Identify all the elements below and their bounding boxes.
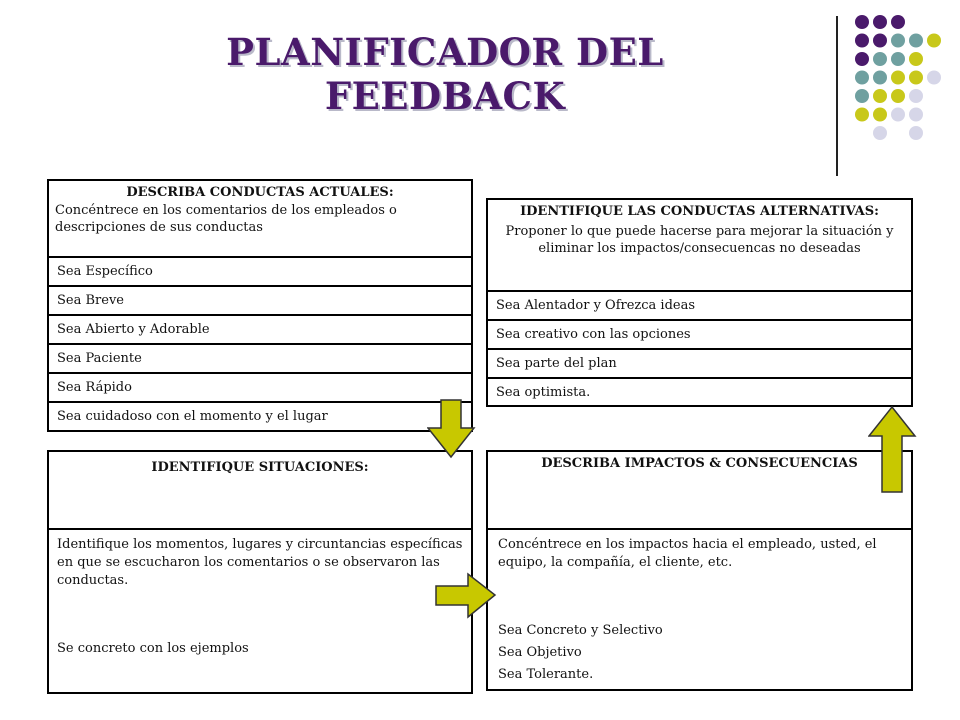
decorative-dot [873, 108, 887, 122]
box-body [488, 528, 911, 689]
decorative-dot [891, 108, 905, 122]
list-item: Sea Paciente [49, 343, 471, 372]
list-item: Sea Abierto y Adorable [49, 314, 471, 343]
list-item: Sea cuidadoso con el momento y el lugar [49, 401, 471, 430]
decorative-dot [873, 34, 887, 48]
decorative-dot [891, 89, 905, 103]
list-item: Sea optimista. [488, 377, 911, 405]
box-conductas-actuales [47, 179, 473, 432]
box-body-text: Identifique los momentos, lugares y circuntancias específicas en que se escucharon los comentarios o se observaron las conductas. [57, 537, 463, 588]
arrow-down-icon [427, 398, 477, 460]
decorative-dot [855, 15, 869, 29]
list-item: Sea Rápido [49, 372, 471, 401]
box-subtitle: Proponer lo que puede hacerse para mejorar la situación y eliminar los impactos/consecuencas no deseadas [505, 224, 894, 256]
box-header [49, 452, 471, 528]
list-item: Sea Breve [49, 285, 471, 314]
decorative-dot [873, 89, 887, 103]
decorative-dot [891, 34, 905, 48]
list-item: Sea Concreto y Selectivo [498, 623, 663, 638]
title-line-2: FEEDBACK [324, 74, 566, 118]
box-subtitle: Concéntrece en los comentarios de los empleados o descripciones de sus conductas [55, 203, 397, 235]
decorative-dot [873, 71, 887, 85]
box-heading: IDENTIFIQUE SITUACIONES: [151, 460, 369, 475]
decorative-dot [891, 52, 905, 66]
decorative-dot [855, 34, 869, 48]
box-heading: DESCRIBA IMPACTOS & CONSECUENCIAS [541, 456, 858, 471]
decorative-dot [909, 89, 923, 103]
list-item: Sea Específico [49, 256, 471, 285]
page-title [150, 30, 740, 118]
title-line-1: PLANIFICADOR DEL [226, 30, 664, 74]
decorative-dot [873, 126, 887, 140]
list-item: Sea parte del plan [488, 348, 911, 377]
decorative-dot [909, 52, 923, 66]
box-header [488, 200, 911, 290]
list-item: Sea Objetivo [498, 645, 582, 660]
arrow-right-icon [434, 572, 498, 620]
decorative-dot [909, 71, 923, 85]
box-heading: DESCRIBA CONDUCTAS ACTUALES: [126, 185, 394, 200]
arrow-up-icon [868, 405, 918, 495]
box-header [488, 452, 911, 528]
decorative-dot [927, 34, 941, 48]
decorative-dot [909, 108, 923, 122]
box-header [49, 181, 471, 256]
list-item: Sea creativo con las opciones [488, 319, 911, 348]
box-footer-text: Se concreto con los ejemplos [57, 641, 249, 656]
decorative-dot [891, 71, 905, 85]
box-heading: IDENTIFIQUE LAS CONDUCTAS ALTERNATIVAS: [520, 204, 879, 219]
decorative-dot [855, 89, 869, 103]
decorative-dot [927, 71, 941, 85]
decorative-dot [855, 71, 869, 85]
list-item: Sea Alentador y Ofrezca ideas [488, 290, 911, 319]
box-body-text: Concéntrece en los impactos hacia el empleado, usted, el equipo, la compañía, el cliente, etc. [498, 537, 877, 570]
box-conductas-alternativas [486, 198, 913, 407]
decorative-dot [909, 126, 923, 140]
decorative-dot [855, 52, 869, 66]
box-identifique-situaciones [47, 450, 473, 694]
decorative-dot [909, 34, 923, 48]
decorative-dot [891, 15, 905, 29]
list-item: Sea Tolerante. [498, 667, 594, 682]
decorative-dot [873, 52, 887, 66]
box-body [49, 528, 471, 692]
decorative-dot [855, 108, 869, 122]
decorative-vertical-line [836, 16, 838, 176]
box-impactos-consecuencias [486, 450, 913, 691]
decorative-dot [873, 15, 887, 29]
